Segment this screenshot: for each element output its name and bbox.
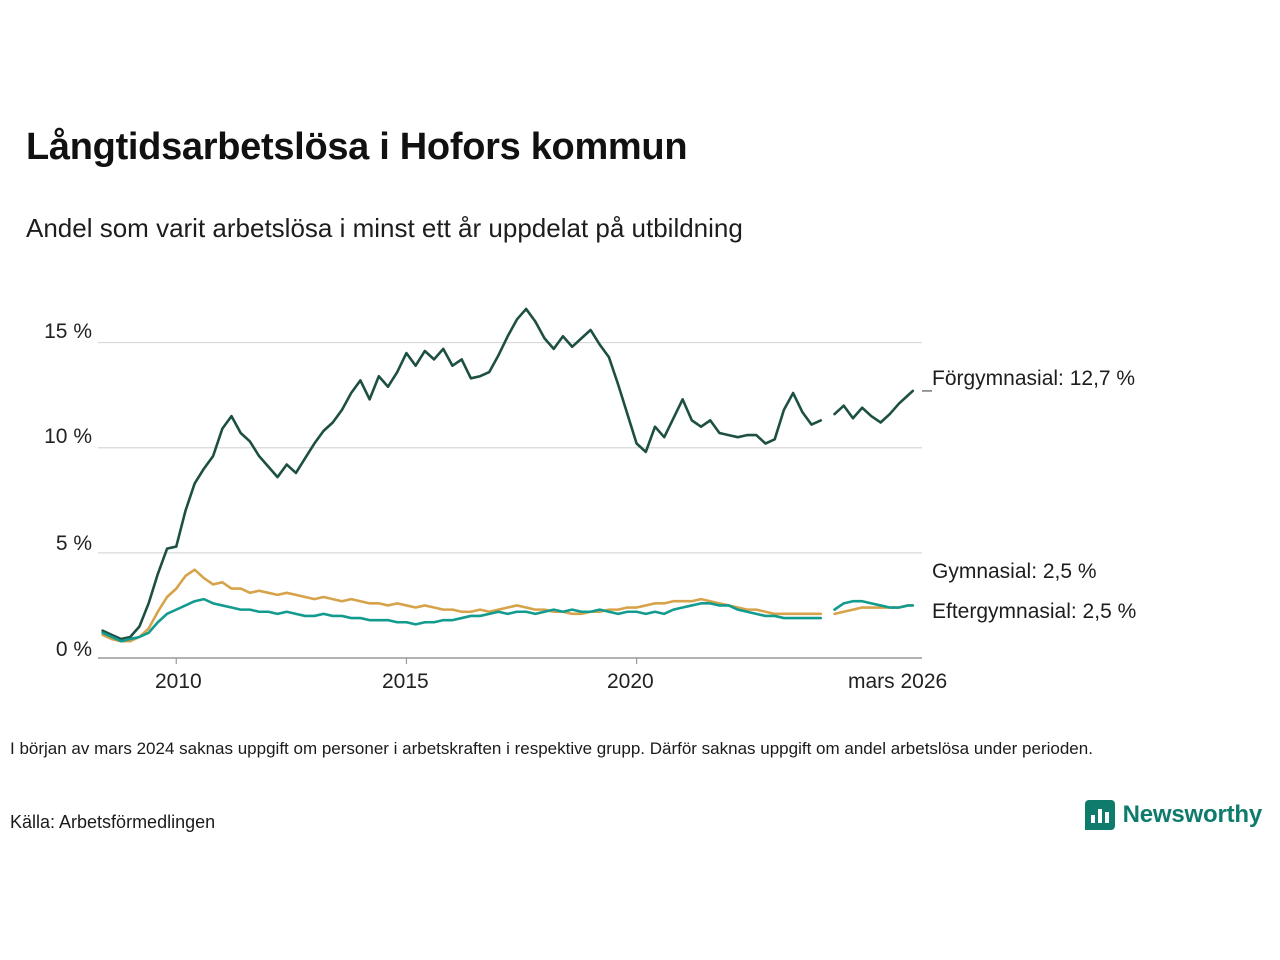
series-line-eftergymnasial xyxy=(103,599,913,641)
series-label-gymnasial: Gymnasial: 2,5 % xyxy=(932,560,1097,583)
page-subtitle: Andel som varit arbetslösa i minst ett år uppdelat på utbildning xyxy=(26,213,743,243)
x-tick-label-2015: 2015 xyxy=(382,670,429,693)
x-tick-label-mars-2026: mars 2026 xyxy=(848,670,948,693)
chart-container xyxy=(0,270,1280,710)
page-title: Långtidsarbetslösa i Hofors kommun xyxy=(26,126,688,168)
y-tick-label-0: 0 % xyxy=(55,638,92,661)
y-tick-label-15: 15 % xyxy=(44,320,92,343)
y-tick-label-5: 5 % xyxy=(55,532,92,555)
y-tick-label-10: 10 % xyxy=(44,425,92,448)
x-tick-label-2010: 2010 xyxy=(155,670,202,693)
bar-chart-icon xyxy=(1085,800,1115,830)
logo-text: Newsworthy xyxy=(1122,801,1262,828)
series-label-forgymnasial: Förgymnasial: 12,7 % xyxy=(932,367,1136,390)
series-line-förgymnasial xyxy=(103,309,913,639)
newsworthy-logo xyxy=(1085,800,1262,830)
footnote: I början av mars 2024 saknas uppgift om personer i arbetskraften i respektive grupp. Därför saknas uppgift om andel arbetslösa under perioden. xyxy=(10,739,1093,758)
line-chart xyxy=(0,270,1280,710)
series-label-eftergymnasial: Eftergymnasial: 2,5 % xyxy=(932,600,1137,623)
source-note: Källa: Arbetsförmedlingen xyxy=(10,812,216,832)
x-tick-label-2020: 2020 xyxy=(607,670,654,693)
